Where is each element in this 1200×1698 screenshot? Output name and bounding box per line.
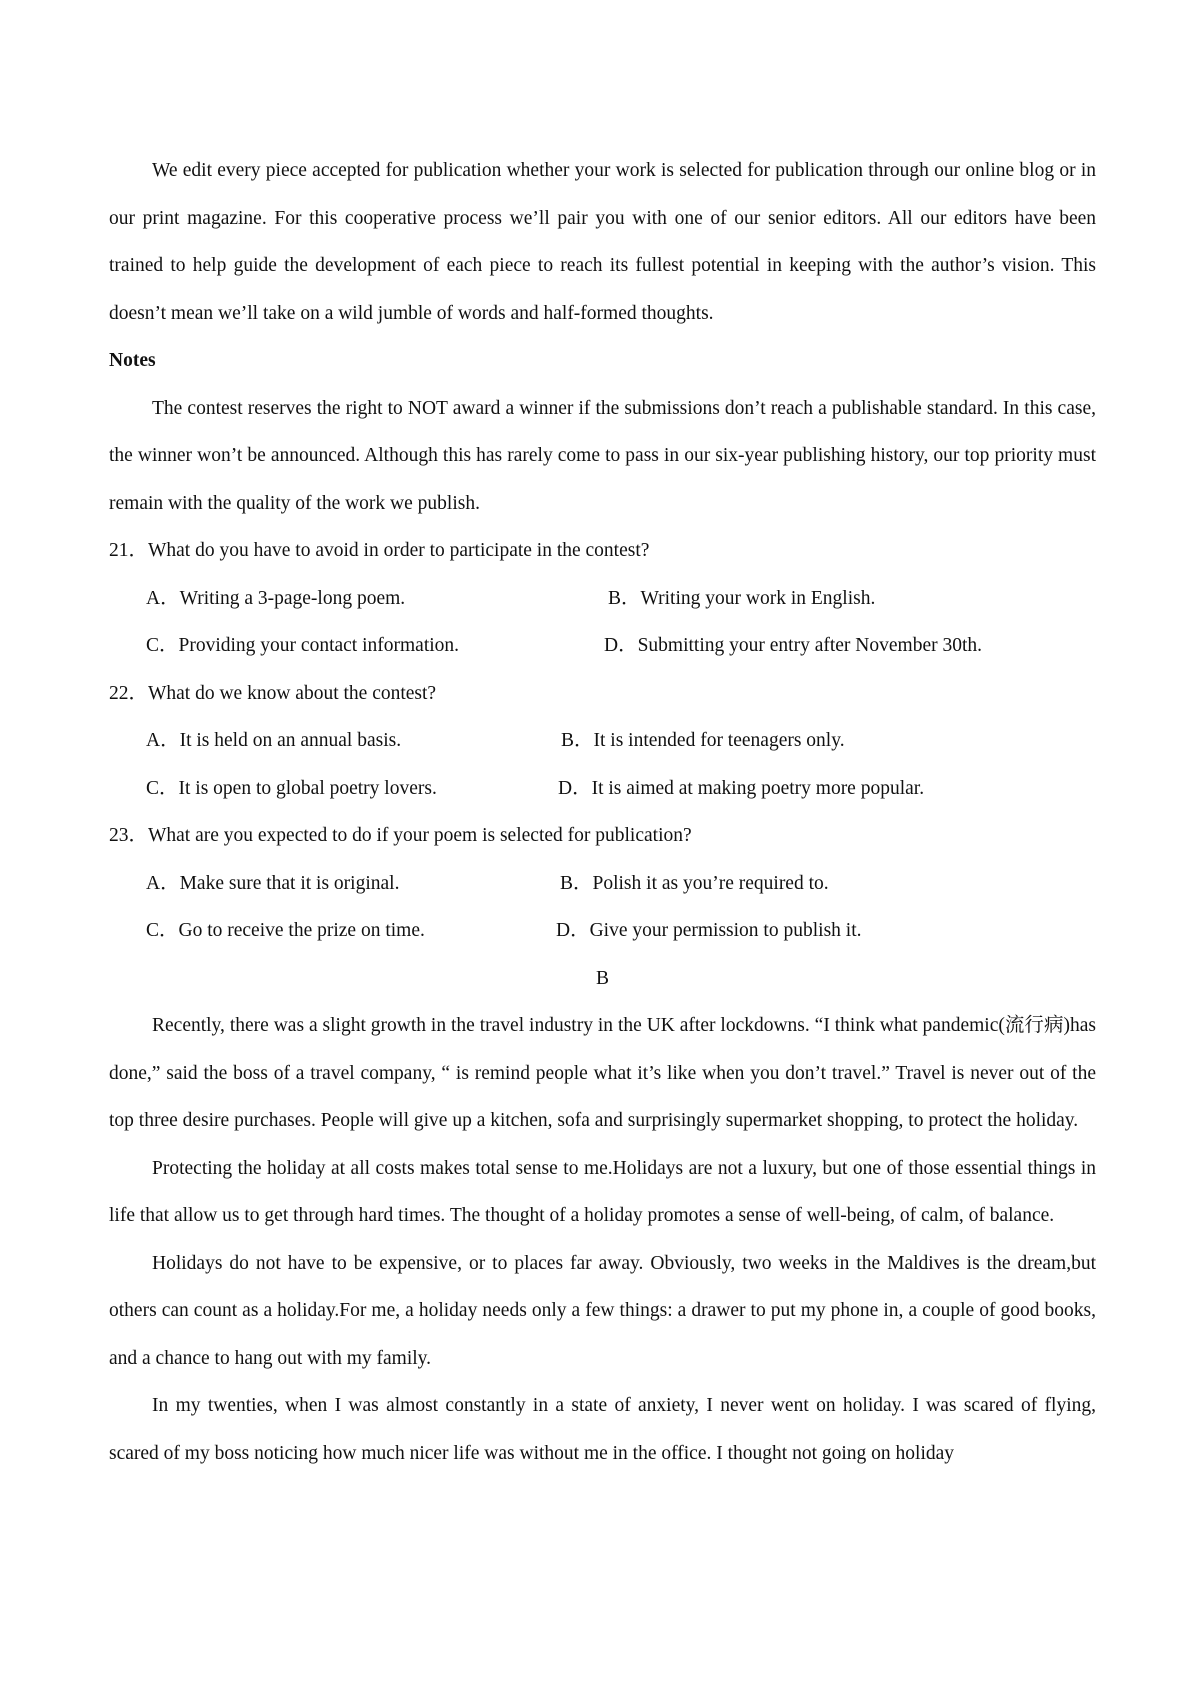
option-b: B．Writing your work in English. [608,587,876,609]
option-a: A．It is held on an annual basis. [146,730,402,751]
option-d: D．It is aimed at making poetry more popular. [558,777,925,799]
option-b: B．Polish it as you’re required to. [560,872,829,894]
options-row-ab [109,575,1096,623]
intro-paragraph: We edit every piece accepted for publication whether your work is selected for publication through our online blog or in our print magazine. For this cooperative process we’ll pair you with one of our senior editors. All our editors have been trained to help guide the development of each piece to reach its fullest potential in keeping with the author’s vision. This doesn’t mean we’ll take on a wild jumble of words and half-formed thoughts. [109,160,1096,324]
question-23 [109,812,1096,955]
options-row-cd [109,907,1096,955]
question-22 [109,670,1096,813]
option-c: C．Providing your contact information. [146,635,460,656]
question-stem: 23．What are you expected to do if your poem is selected for publication? [109,825,692,846]
section-b-label: B [595,967,609,989]
options-row-cd [109,622,1096,670]
passage-b-paragraph: Protecting the holiday at all costs makes total sense to me.Holidays are not a luxury, but one of those essential things in life that allow us to get through hard times. The thought of a holiday promotes a sense of well-being, of calm, of balance. [109,1157,1096,1226]
passage-b-paragraph: Holidays do not have to be expensive, or to places far away. Obviously, two weeks in the Maldives is the dream,but others can count as a holiday.For me, a holiday needs only a few things: a drawer to put my phone in, a couple of good books, and a chance to hang out with my family. [109,1252,1096,1369]
options-row-ab [109,860,1096,908]
option-d: D．Give your permission to publish it. [556,920,862,941]
question-stem: 22．What do we know about the contest? [109,682,437,704]
options-row-cd [109,765,1096,813]
option-c: C．It is open to global poetry lovers. [146,777,437,799]
option-b: B．It is intended for teenagers only. [561,730,845,751]
option-c: C．Go to receive the prize on time. [146,920,425,941]
passage-b-paragraph: Recently, there was a slight growth in the travel industry in the UK after lockdowns. “I think what pandemic(流行病)has done,” said the boss of a travel company, “ is remind people what it’s like when you don’t travel.” Travel is never out of the top three desire purchases. People will give up a kitchen, sofa and surprisingly supermarket shopping, to protect the holiday. [109,1015,1096,1131]
option-d: D．Submitting your entry after November 30th. [604,635,983,656]
notes-heading: Notes [109,350,156,371]
option-a: A．Writing a 3-page-long poem. [146,587,406,609]
passage-b-paragraph: In my twenties, when I was almost constantly in a state of anxiety, I never went on holiday. I was scared of flying, scared of my boss noticing how much nicer life was without me in the office. I thought not going on holiday [109,1395,1096,1464]
question-stem: 21．What do you have to avoid in order to participate in the contest? [109,540,650,561]
document-content [109,147,1096,1477]
option-a: A．Make sure that it is original. [146,872,400,894]
question-21 [109,527,1096,670]
notes-paragraph: The contest reserves the right to NOT award a winner if the submissions don’t reach a publishable standard. In this case, the winner won’t be announced. Although this has rarely come to pass in our six-year publishing history, our top priority must remain with the quality of the work we publish. [109,397,1096,514]
options-row-ab [109,717,1096,765]
